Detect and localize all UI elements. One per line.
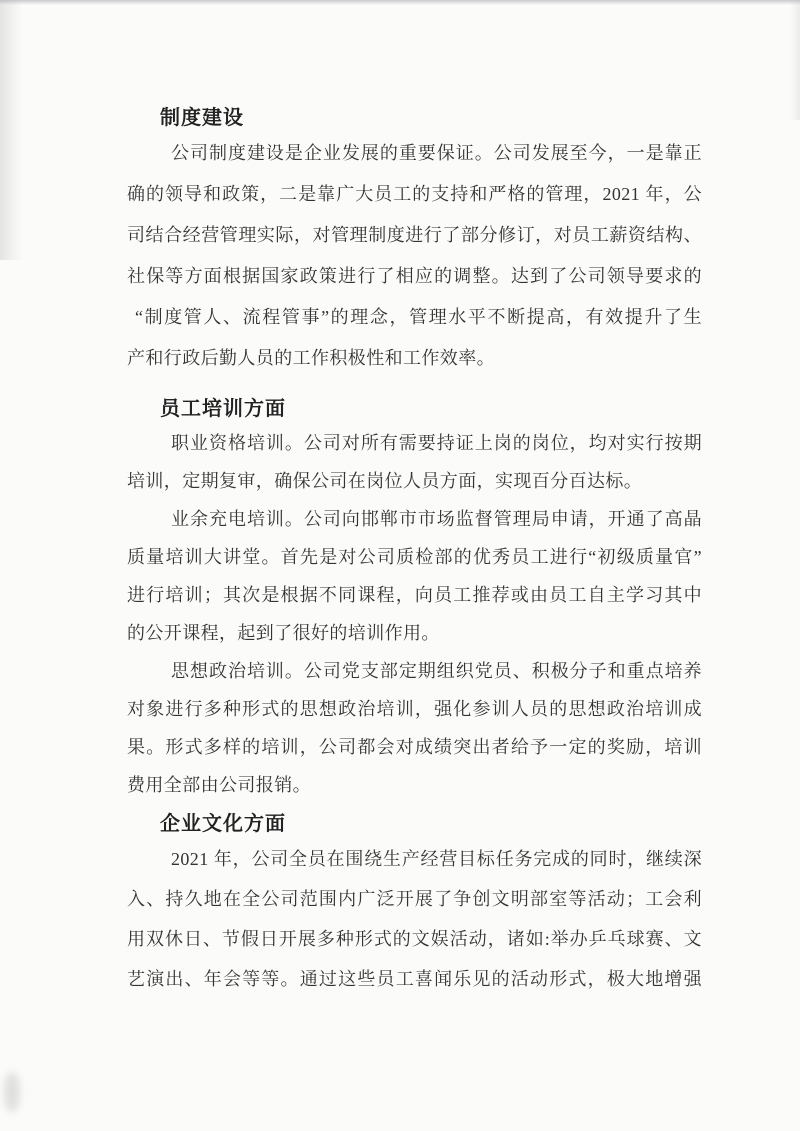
scan-edge-top bbox=[0, 0, 800, 5]
paragraph bbox=[127, 500, 702, 652]
scan-edge-left bbox=[0, 0, 22, 260]
text-line: 费用全部由公司报销。 bbox=[127, 775, 311, 795]
text-line: 质量培训大讲堂。首先是对公司质检部的优秀员工进行“初级质量官” bbox=[127, 547, 702, 567]
scan-edge-right bbox=[790, 0, 800, 120]
text-line: 司结合经营管理实际，对管理制度进行了部分修订，对员工薪资结构、 bbox=[127, 225, 702, 245]
text-line: 对象进行多种形式的思想政治培训，强化参训人员的思想政治培训成 bbox=[127, 699, 702, 719]
text-line: 果。形式多样的培训，公司都会对成绩突出者给予一定的奖励，培训 bbox=[127, 737, 702, 757]
text-line: 用双休日、节假日开展多种形式的文娱活动，诸如:举办乒乓球赛、文 bbox=[127, 929, 702, 949]
text-line: 2021 年，公司全员在围绕生产经营目标任务完成的同时，继续深 bbox=[171, 849, 702, 869]
text-line: 产和行政后勤人员的工作积极性和工作效率。 bbox=[127, 348, 495, 368]
text-line: 入、持久地在全公司范围内广泛开展了争创文明部室等活动；工会利 bbox=[127, 889, 702, 909]
text-line: 思想政治培训。公司党支部定期组织党员、积极分子和重点培养 bbox=[171, 661, 702, 681]
paragraph bbox=[127, 652, 702, 804]
text-line: 进行培训；其次是根据不同课程，向员工推荐或由员工自主学习其中 bbox=[127, 585, 702, 605]
paragraph bbox=[127, 839, 702, 999]
text-line: 业余充电培训。公司向邯郸市市场监督管理局申请，开通了高晶 bbox=[171, 509, 702, 529]
text-line: 艺演出、年会等等。通过这些员工喜闻乐见的活动形式，极大地增强 bbox=[127, 969, 702, 989]
section-heading-employee-training: 员工培训方面 bbox=[160, 398, 286, 420]
text-line: 公司制度建设是企业发展的重要保证。公司发展至今，一是靠正 bbox=[171, 143, 702, 163]
section-heading-corporate-culture: 企业文化方面 bbox=[160, 813, 286, 835]
text-line: 的公开课程，起到了很好的培训作用。 bbox=[127, 623, 440, 643]
text-line: 确的领导和政策，二是靠广大员工的支持和严格的管理，2021 年，公 bbox=[127, 184, 702, 204]
text-line: 社保等方面根据国家政策进行了相应的调整。达到了公司领导要求的 bbox=[127, 266, 702, 286]
text-line: 培训，定期复审，确保公司在岗位人员方面，实现百分百达标。 bbox=[127, 471, 643, 491]
text-line: 职业资格培训。公司对所有需要持证上岗的岗位，均对实行按期 bbox=[171, 433, 702, 453]
section-heading-system-building: 制度建设 bbox=[160, 107, 244, 129]
paragraph bbox=[127, 424, 702, 500]
paragraph bbox=[127, 133, 702, 379]
scan-smudge bbox=[4, 1072, 20, 1112]
text-line: “制度管人、流程管事”的理念，管理水平不断提高，有效提升了生 bbox=[135, 307, 702, 327]
